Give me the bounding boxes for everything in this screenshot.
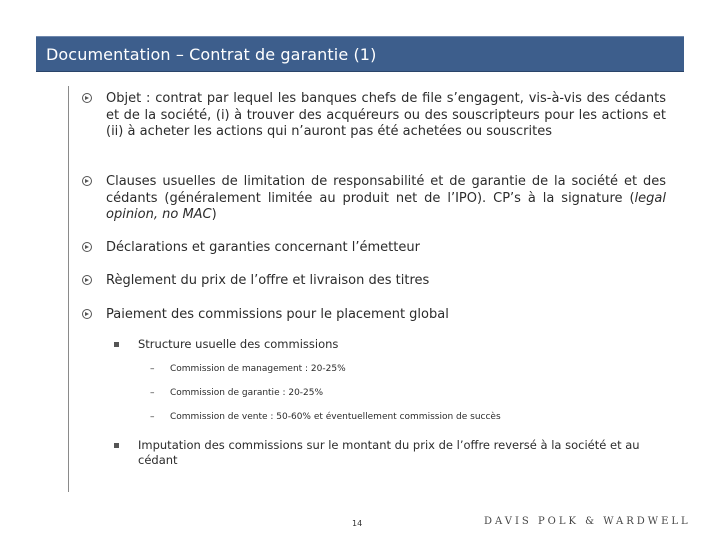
sub-bullet-item bbox=[114, 337, 674, 352]
square-bullet-icon bbox=[114, 443, 119, 448]
page-number: 14 bbox=[352, 519, 363, 528]
sub-sub-text: Commission de vente : 50-60% et éventuellement commission de succès bbox=[170, 412, 501, 422]
sub-sub-item bbox=[150, 388, 670, 398]
dash-bullet-icon: – bbox=[150, 412, 155, 422]
arrow-bullet-icon bbox=[82, 309, 92, 319]
arrow-bullet-icon bbox=[82, 275, 92, 285]
sub-bullet-text: Imputation des commissions sur le montant du prix de l’offre reversé à la société et au cédant bbox=[138, 438, 640, 467]
bullet-text: Paiement des commissions pour le placement global bbox=[106, 307, 449, 322]
square-bullet-icon bbox=[114, 342, 119, 347]
firm-logo: DAVIS POLK & WARDWELL bbox=[484, 516, 691, 527]
bullet-text: Règlement du prix de l’offre et livraison des titres bbox=[106, 273, 430, 288]
left-divider-line bbox=[68, 86, 69, 492]
bullet-italic-text: legal opinion, no MAC bbox=[106, 190, 666, 223]
bullet-text: Déclarations et garanties concernant l’émetteur bbox=[106, 240, 420, 255]
bullet-text: Clauses usuelles de limitation de responsabilité et de garantie de la société et des cédants (généralement limitée au produit net de l’IPO). CP’s à la signature (legal opinion, no MAC) bbox=[106, 174, 666, 223]
sub-bullet-item bbox=[114, 438, 674, 467]
bullet-text: Objet : contrat par lequel les banques chefs de file s’engagent, vis-à-vis des cédants et de la société, (i) à trouver des acquéreurs ou des souscripteurs pour les actions et (ii) à acheter les actions qui n’auront pas été achetées ou souscrites bbox=[106, 91, 666, 140]
arrow-bullet-icon bbox=[82, 176, 92, 186]
slide-title-bar bbox=[36, 36, 684, 72]
dash-bullet-icon: – bbox=[150, 364, 155, 374]
bullet-item bbox=[82, 240, 666, 257]
arrow-bullet-icon bbox=[82, 242, 92, 252]
sub-sub-text: Commission de management : 20-25% bbox=[170, 364, 346, 374]
dash-bullet-icon: – bbox=[150, 388, 155, 398]
bullet-item bbox=[82, 307, 666, 324]
sub-sub-item bbox=[150, 364, 670, 374]
sub-sub-item bbox=[150, 412, 670, 422]
slide-title: Documentation – Contrat de garantie (1) bbox=[46, 45, 377, 64]
sub-sub-text: Commission de garantie : 20-25% bbox=[170, 388, 324, 398]
bullet-item bbox=[82, 174, 666, 224]
bullet-item bbox=[82, 273, 666, 290]
bullet-item bbox=[82, 91, 666, 141]
arrow-bullet-icon bbox=[82, 93, 92, 103]
sub-bullet-text: Structure usuelle des commissions bbox=[138, 337, 339, 351]
